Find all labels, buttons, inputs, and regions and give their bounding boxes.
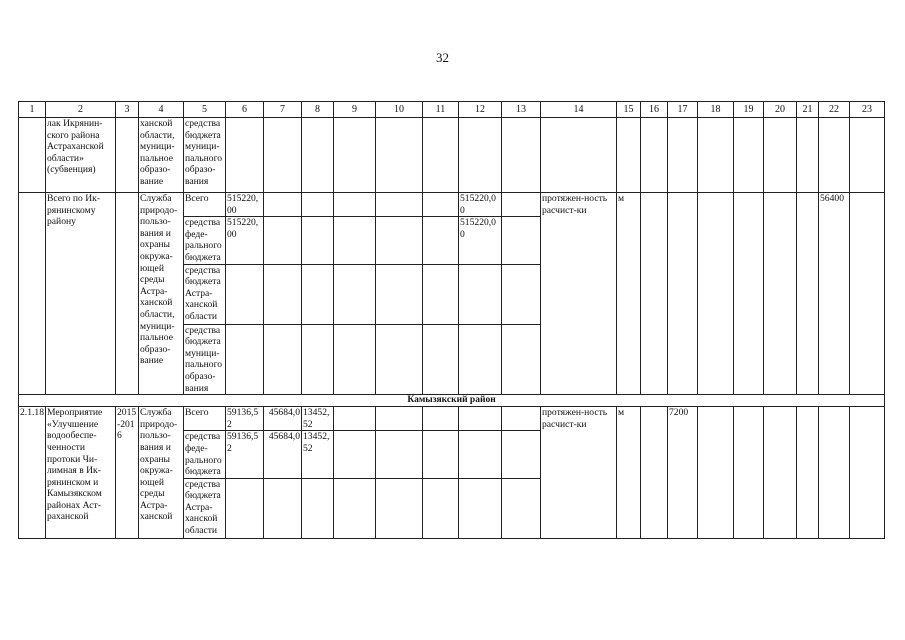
cell-empty [459, 324, 502, 395]
amount-2016: 13452,52 [302, 431, 334, 478]
col-header-2: 2 [46, 102, 116, 118]
cell-empty [264, 193, 302, 217]
item-executor: Служба природо-пользо-вания и охраны окружа-ющей среды Астра-ханской [139, 407, 184, 539]
cell-empty [302, 264, 334, 324]
cell-empty [734, 193, 764, 395]
cell-empty [376, 193, 423, 217]
item-number: 2.1.18 [19, 407, 46, 539]
cell-empty [668, 193, 698, 395]
funding-source: средства феде-рального бюджета [184, 217, 226, 264]
cell-empty [334, 264, 376, 324]
cell-empty [797, 118, 819, 193]
col-header-8: 8 [302, 102, 334, 118]
cell-empty [764, 193, 797, 395]
cell-empty [264, 118, 302, 193]
cell-empty [850, 118, 885, 193]
cell-empty [19, 118, 46, 193]
cell-empty [502, 478, 541, 538]
cell-empty [764, 118, 797, 193]
col-header-19: 19 [734, 102, 764, 118]
cell-empty [502, 193, 541, 217]
cell-empty [797, 407, 819, 539]
col-header-10: 10 [376, 102, 423, 118]
cell-empty [764, 407, 797, 539]
cell-empty [850, 193, 885, 395]
cell-empty [502, 407, 541, 431]
cell-empty [502, 324, 541, 395]
table-row [19, 193, 885, 217]
col-header-6: 6 [226, 102, 264, 118]
cell-empty [459, 118, 502, 193]
col-header-9: 9 [334, 102, 376, 118]
cell-empty [850, 407, 885, 539]
cell-empty [302, 478, 334, 538]
cell-empty [734, 118, 764, 193]
cell-empty [226, 118, 264, 193]
region-title: Камызякский район [19, 395, 885, 407]
cell-empty [226, 324, 264, 395]
cell-empty [334, 217, 376, 264]
col-header-12: 12 [459, 102, 502, 118]
cell-empty [734, 407, 764, 539]
cell-empty [376, 478, 423, 538]
cell-empty [423, 217, 459, 264]
item-period: 2015-2016 [116, 407, 139, 539]
amount-total: 59136,52 [226, 431, 264, 478]
table-row [19, 118, 885, 193]
indicator-unit: м [617, 407, 641, 539]
col-header-14: 14 [541, 102, 617, 118]
cell-empty [264, 478, 302, 538]
indicator-value: 7200 [668, 407, 698, 539]
cell-empty [302, 324, 334, 395]
cont-measure-name: лак Икрянин-ского района Астраханской области» (субвенция) [46, 118, 116, 193]
cell-empty [502, 217, 541, 264]
indicator-name: протяжен-ность расчист-ки [541, 407, 617, 539]
cell-empty [334, 431, 376, 478]
cell-empty [302, 217, 334, 264]
cont-executor: ханской области, муници-пальное образо-вание [139, 118, 184, 193]
cell-empty [423, 264, 459, 324]
col-header-13: 13 [502, 102, 541, 118]
col-header-22: 22 [819, 102, 850, 118]
cell-empty [423, 478, 459, 538]
col-header-3: 3 [116, 102, 139, 118]
cell-empty [641, 118, 668, 193]
cell-empty [502, 264, 541, 324]
cell-empty [334, 478, 376, 538]
indicator-value: 56400 [819, 193, 850, 395]
region-row [19, 395, 885, 407]
cell-empty [819, 407, 850, 539]
cell-empty [264, 217, 302, 264]
cell-empty [698, 407, 734, 539]
table-row [19, 407, 885, 431]
cell-empty [376, 431, 423, 478]
amount-year: 515220,00 [459, 193, 502, 217]
funding-source: средства феде-рального бюджета [184, 431, 226, 478]
col-header-23: 23 [850, 102, 885, 118]
cell-empty [698, 118, 734, 193]
col-header-4: 4 [139, 102, 184, 118]
item-title: Мероприятие «Улучшение водообеспе-ченности протоки Чи-лимная в Ик-рянинском и Камызякском районах Аст-раханской [46, 407, 116, 539]
cell-empty [502, 118, 541, 193]
amount-total: 515220,00 [226, 217, 264, 264]
cell-empty [459, 431, 502, 478]
cell-empty [376, 217, 423, 264]
col-header-17: 17 [668, 102, 698, 118]
cell-empty [334, 407, 376, 431]
col-header-5: 5 [184, 102, 226, 118]
cell-empty [19, 193, 46, 395]
amount-2015: 45684,0 [264, 431, 302, 478]
program-table [18, 101, 885, 539]
cell-empty [459, 478, 502, 538]
amount-year: 515220,00 [459, 217, 502, 264]
amount-2016: 13452,52 [302, 407, 334, 431]
cell-empty [226, 478, 264, 538]
cell-empty [334, 324, 376, 395]
cell-empty [334, 118, 376, 193]
cell-empty [502, 431, 541, 478]
cell-empty [423, 118, 459, 193]
cell-empty [423, 431, 459, 478]
col-header-7: 7 [264, 102, 302, 118]
col-header-16: 16 [641, 102, 668, 118]
cell-empty [302, 118, 334, 193]
cell-empty [264, 264, 302, 324]
cell-empty [376, 118, 423, 193]
cell-empty [459, 264, 502, 324]
funding-source: средства бюджета Астра-ханской области [184, 264, 226, 324]
cell-empty [116, 118, 139, 193]
cell-empty [641, 193, 668, 395]
col-header-18: 18 [698, 102, 734, 118]
col-header-21: 21 [797, 102, 819, 118]
cell-empty [116, 193, 139, 395]
page-number: 32 [436, 50, 449, 65]
indicator-name: протяжен-ность расчист-ки [541, 193, 617, 395]
cell-empty [423, 407, 459, 431]
cell-empty [376, 324, 423, 395]
cell-empty [302, 193, 334, 217]
funding-source: средства бюджета Астра-ханской области [184, 478, 226, 538]
col-header-1: 1 [19, 102, 46, 118]
amount-2015: 45684,0 [264, 407, 302, 431]
cell-empty [797, 193, 819, 395]
col-header-20: 20 [764, 102, 797, 118]
amount-total: 59136,52 [226, 407, 264, 431]
total-executor: Служба природо-пользо-вания и охраны окружа-ющей среды Астра-ханской области, муници-пальное образо-вание [139, 193, 184, 395]
amount-total: 515220,00 [226, 193, 264, 217]
total-title: Всего по Ик-рянинскому району [46, 193, 116, 395]
cell-empty [264, 324, 302, 395]
cell-empty [423, 324, 459, 395]
indicator-unit: м [617, 193, 641, 395]
cell-empty [459, 407, 502, 431]
cont-funding-source: средства бюджета муници-пального образо-вания [184, 118, 226, 193]
cell-empty [819, 118, 850, 193]
funding-source: Всего [184, 193, 226, 217]
col-header-11: 11 [423, 102, 459, 118]
funding-source: Всего [184, 407, 226, 431]
cell-empty [226, 264, 264, 324]
cell-empty [334, 193, 376, 217]
cell-empty [617, 118, 641, 193]
funding-source: средства бюджета муници-пального образо-вания [184, 324, 226, 395]
cell-empty [641, 407, 668, 539]
header-row [19, 102, 885, 118]
col-header-15: 15 [617, 102, 641, 118]
cell-empty [423, 193, 459, 217]
cell-empty [698, 193, 734, 395]
cell-empty [541, 118, 617, 193]
cell-empty [668, 118, 698, 193]
cell-empty [376, 264, 423, 324]
cell-empty [376, 407, 423, 431]
